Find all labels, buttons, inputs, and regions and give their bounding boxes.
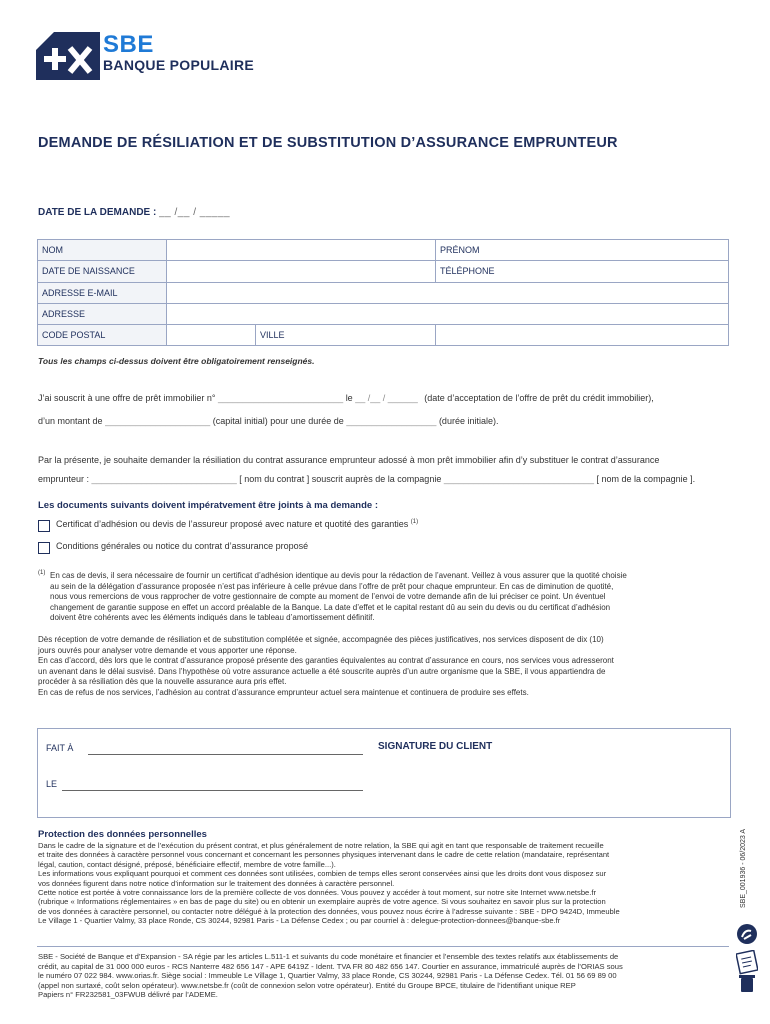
protection-line: vos données figurent dans notre notice d’information sur le traitement des données à caractère personnel. bbox=[38, 878, 395, 888]
date-demande-label: DATE DE LA DEMANDE : bbox=[38, 207, 157, 218]
le-label: LE bbox=[46, 779, 58, 789]
footnote-line: nous vous remercions de vous rapprocher de votre gestionnaire de compte au moment de l’envoi de votre demande afin de lui préciser ce point. Un éventuel bbox=[50, 592, 606, 602]
signature-title: SIGNATURE DU CLIENT bbox=[378, 741, 493, 752]
footnote-line: au sein de la délégation d’assurance proposée n’est pas inférieure à celle prévue dans l’offre de prêt pour chaque emprunteur. En cas de diminution de quotité, bbox=[50, 581, 614, 591]
date-naissance-label: DATE DE NAISSANCE bbox=[38, 261, 167, 282]
ville-field[interactable] bbox=[436, 325, 729, 346]
date-demande-field[interactable]: __ /__ / _____ bbox=[159, 207, 231, 218]
protection-line: (rubrique « Informations réglementaires » en bas de page du site) ou en obtenir un exemplaire auprès de votre agence. Si vous souhaitez en savoir plus sur la protection bbox=[38, 897, 606, 907]
reception-line: En cas de refus de nos services, l’adhésion au contrat d’assurance emprunteur actuel sera maintenue et continuera de produire ses effets. bbox=[38, 687, 529, 697]
loan-text: J’ai souscrit à une offre de prêt immobilier n° bbox=[38, 393, 216, 403]
subst-text-3: [ nom de la compagnie ]. bbox=[596, 474, 696, 484]
adresse-field[interactable] bbox=[167, 303, 729, 324]
certificat-text: Certificat d’adhésion ou devis de l’assureur proposé avec nature et quotité des garanties bbox=[56, 519, 409, 529]
footer-line: (appel non surtaxé, coût selon opérateur). www.netsbe.fr (coût de connexion selon votre opérateur). Entité du Groupe BPCE, titulaire de l’identifiant unique REP bbox=[38, 980, 576, 990]
date-naissance-field[interactable] bbox=[167, 261, 436, 282]
loan-text-2: (date d’acceptation de l’offre de prêt du crédit immobilier), bbox=[424, 393, 654, 403]
footnote-line: changement de garantie suppose en effet un accord préalable de la Banque. La date d’effet et le capital restant dû au sein du devis ou du certificat d’adhésion bbox=[50, 602, 611, 612]
protection-line: légal, caution, contact désigné, préposé, bénéficiaire effectif, membre de votre famille...). bbox=[38, 859, 336, 869]
reception-line: un avenant dans le délai susvisé. Dans l’hypothèse où votre assurance actuelle a été souscrite auprès d’un autre organisme que la SBE, il vous appartiendra de bbox=[38, 666, 606, 676]
date-demande bbox=[38, 207, 230, 218]
footer-line: crédit, au capital de 31 000 000 euros - RCS Nanterre 482 656 147 - APE 6419Z - Ident. TVA FR 80 482 656 147. Courtier en assurance, immatriculé auprès de l’ORIAS sous bbox=[38, 961, 623, 971]
reception-line: Dès réception de votre demande de résiliation et de substitution complétée et signée, accompagnée des pièces justificatives, nos services disposent de dix (10) bbox=[38, 635, 604, 644]
substitution-line-1: Par la présente, je souhaite demander la résiliation du contrat assurance emprunteur adossé à mon prêt immobilier afin d’y substituer le contrat d’assurance bbox=[38, 455, 660, 465]
loan-le: le bbox=[345, 393, 353, 403]
signature-area[interactable] bbox=[378, 759, 718, 809]
fait-a-label: FAIT À bbox=[46, 743, 74, 753]
footnote-line: doivent être cohérents avec les éléments indiqués dans le tableau d’amortissement définitif. bbox=[50, 613, 375, 623]
conditions-label: Conditions générales ou notice du contrat d’assurance proposé bbox=[56, 541, 309, 551]
recycle-bin-icon bbox=[736, 950, 758, 994]
footer-line: le numéro 07 022 984. www.orias.fr. Siège social : Immeuble Le Village 1, Quartier Valmy, 33 place Ronde, CS 30244, 92981 Paris - La Défense Cedex. Tél. 01 56 69 89 00 bbox=[38, 971, 617, 981]
triman-icon bbox=[736, 923, 758, 945]
reception-text bbox=[38, 635, 730, 699]
legal-footer bbox=[38, 952, 728, 1000]
code-postal-field[interactable] bbox=[167, 325, 436, 346]
nom-field[interactable] bbox=[167, 240, 436, 261]
prenom-label: PRÉNOM bbox=[436, 240, 527, 261]
certificat-label bbox=[56, 519, 418, 529]
protection-text bbox=[38, 841, 728, 926]
reception-line: procéder à sa résiliation dès que la nouvelle assurance aura pris effet. bbox=[38, 677, 287, 687]
footnote-mark bbox=[38, 568, 45, 581]
loan-number-field[interactable]: _________________________ bbox=[218, 393, 344, 403]
protection-line: et traite des données à caractère personnel vous concernant et concernant les personnes physiques intervenant dans le cadre de cette relation (mandataire, représentant bbox=[38, 850, 610, 860]
email-label: ADRESSE E-MAIL bbox=[38, 282, 167, 303]
loan-date-field[interactable]: __ /__ / ______ bbox=[355, 393, 418, 403]
subst-text-2: [ nom du contrat ] souscrit auprès de la compagnie bbox=[239, 474, 442, 484]
protection-line: de vos données à caractère personnel, ou contacter notre délégué à la protection des données, vous pouvez nous écrire à l’adresse suivante : SBE - DPO 9424D, Immeuble bbox=[38, 906, 620, 916]
telephone-label: TÉLÉPHONE bbox=[436, 261, 527, 282]
signature-box bbox=[37, 728, 731, 818]
telephone-field[interactable] bbox=[526, 261, 729, 282]
protection-line: Cette notice est portée à votre connaissance lors de la première collecte de vos données. Vous pouvez y accéder à tout moment, sur notre site Internet www.netsbe.fr bbox=[38, 888, 597, 898]
footnote-line: En cas de devis, il sera nécessaire de fournir un certificat d’adhésion identique au devis pour la rédaction de l’avenant. Veillez à vous assurer que la quotité choisie bbox=[50, 571, 627, 580]
company-name-field[interactable]: ______________________________ bbox=[443, 474, 595, 484]
reception-line: En cas d’accord, dès lors que le contrat d’assurance proposé présente des garanties équivalentes au contrat d’assurance en cours, nos services vous adresseront bbox=[38, 656, 614, 666]
contract-name-field[interactable]: _____________________________ bbox=[91, 474, 237, 484]
protection-line: Le Village 1 - Quartier Valmy, 33 place Ronde, CS 30244, 92981 Paris - La Défense Cedex ; ou par courriel à : delegue-protection-donnees@banque-sbe.fr bbox=[38, 916, 561, 926]
code-postal-label: CODE POSTAL bbox=[38, 325, 167, 346]
sbe-logo-icon bbox=[36, 32, 100, 80]
certificat-note: (1) bbox=[410, 519, 419, 525]
substitution-line-2 bbox=[38, 474, 695, 484]
footer-line: Papiers n° FR232581_03FWUB délivré par l’ADEME. bbox=[38, 990, 218, 1000]
loan-line-1 bbox=[38, 393, 654, 403]
ville-label: VILLE bbox=[260, 330, 285, 341]
fait-a-field[interactable] bbox=[88, 753, 363, 755]
duration-text: (capital initial) pour une durée de bbox=[212, 416, 344, 426]
loan-line-2 bbox=[38, 416, 498, 426]
footnote bbox=[50, 571, 730, 624]
page-title: DEMANDE DE RÉSILIATION ET DE SUBSTITUTION D’ASSURANCE EMPRUNTEUR bbox=[38, 135, 618, 151]
documents-title: Les documents suivants doivent impératvement être joints à ma demande : bbox=[38, 500, 378, 511]
prenom-field[interactable] bbox=[526, 240, 729, 261]
nom-label: NOM bbox=[38, 240, 167, 261]
email-field[interactable] bbox=[167, 282, 729, 303]
amount-field[interactable]: _____________________ bbox=[105, 416, 211, 426]
protection-line: Les informations vous expliquant pourquoi et comment ces données sont utilisées, combien de temps elles seront conservées ainsi que les droits dont vous disposez sur bbox=[38, 869, 607, 879]
protection-line: Dans le cadre de la signature et de l’exécution du présent contrat, et plus généralement de notre relation, la SBE qui agit en tant que responsable de traitement recueille bbox=[38, 841, 604, 850]
reception-line: jours ouvrés pour analyser votre demande et vous apporter une réponse. bbox=[38, 645, 297, 655]
subst-text: emprunteur : bbox=[38, 474, 90, 484]
document-reference: SBE_001936 - 06/2023 A bbox=[740, 828, 747, 908]
protection-title: Protection des données personnelles bbox=[38, 829, 207, 840]
duration-field[interactable]: __________________ bbox=[346, 416, 437, 426]
footer-divider bbox=[37, 946, 729, 947]
certificat-checkbox[interactable] bbox=[38, 520, 50, 532]
logo-subtitle: BANQUE POPULAIRE bbox=[103, 57, 255, 73]
conditions-checkbox[interactable] bbox=[38, 542, 50, 554]
mandatory-note: Tous les champs ci-dessus doivent être obligatoirement renseignés. bbox=[38, 356, 315, 366]
le-field[interactable] bbox=[62, 789, 363, 791]
adresse-label: ADRESSE bbox=[38, 303, 167, 324]
identity-form bbox=[37, 239, 729, 346]
duration-text-2: (durée initiale). bbox=[438, 416, 499, 426]
footer-line: SBE - Société de Banque et d’Expansion - SA régie par les articles L.511-1 et suivants du code monétaire et financier et l’ensemble des textes relatifs aux établissements de bbox=[38, 952, 619, 961]
footnote-mark-text: (1) bbox=[38, 570, 46, 576]
logo-brand: SBE bbox=[103, 31, 154, 58]
amount-text: d’un montant de bbox=[38, 416, 103, 426]
